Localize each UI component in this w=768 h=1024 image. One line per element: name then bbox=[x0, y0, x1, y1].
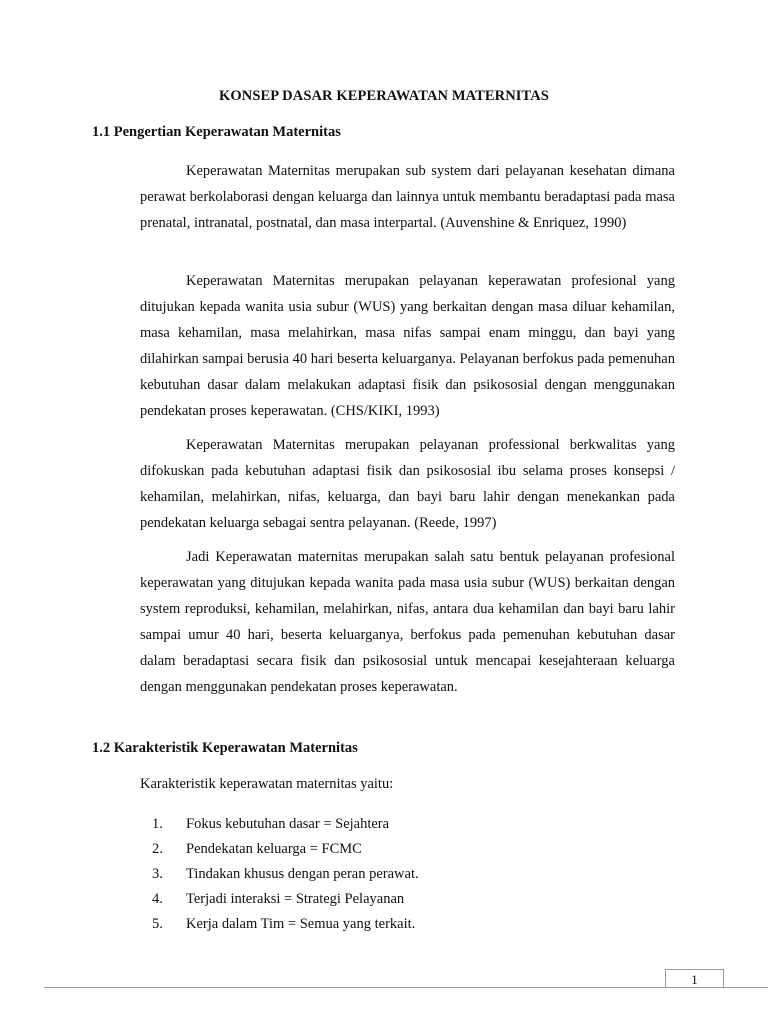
list-item bbox=[140, 912, 419, 937]
list-item-number: 3. bbox=[152, 866, 163, 882]
list-intro: Karakteristik keperawatan maternitas yaitu: bbox=[140, 776, 394, 792]
page-title: KONSEP DASAR KEPERAWATAN MATERNITAS bbox=[219, 88, 549, 104]
paragraph-2: Keperawatan Maternitas merupakan pelayanan keperawatan profesional yang ditujukan kepada wanita usia subur (WUS) yang berkaitan dengan masa diluar kehamilan, masa kehamilan, masa melahirkan, masa nifas sampai enam minggu, dan bayi yang dilahirkan sampai berusia 40 hari beserta keluarganya. Pelayanan berfokus pada pemenuhan kebutuhan dasar dalam melakukan adaptasi fisik dan psikososial dengan menggunakan pendekatan proses keperawatan. (CHS/KIKI, 1993) bbox=[140, 273, 675, 419]
list-item-number: 4. bbox=[152, 891, 163, 907]
paragraph-1: Keperawatan Maternitas merupakan sub system dari pelayanan kesehatan dimana perawat berkolaborasi dengan keluarga dan lainnya untuk membantu beradaptasi pada masa prenatal, intranatal, postnatal, dan masa interpartal. (Auvenshine & Enriquez, 1990) bbox=[140, 163, 675, 231]
characteristics-list bbox=[140, 812, 419, 937]
list-item bbox=[140, 812, 419, 837]
page-number: 1 bbox=[665, 969, 724, 987]
list-item bbox=[140, 837, 419, 862]
paragraph-3: Keperawatan Maternitas merupakan pelayanan professional berkwalitas yang difokuskan pada kebutuhan adaptasi fisik dan psikososial ibu selama proses konsepsi / kehamilan, melahirkan, nifas, keluarga, dan bayi baru lahir dengan menekankan pada pendekatan keluarga sebagai sentra pelayanan. (Reede, 1997) bbox=[140, 437, 675, 531]
section-heading-pengertian: 1.1 Pengertian Keperawatan Maternitas bbox=[92, 124, 341, 140]
list-item-text: Tindakan khusus dengan peran perawat. bbox=[186, 866, 419, 882]
section-heading-karakteristik: 1.2 Karakteristik Keperawatan Maternitas bbox=[92, 740, 358, 756]
list-item-text: Fokus kebutuhan dasar = Sejahtera bbox=[186, 816, 390, 832]
list-item bbox=[140, 862, 419, 887]
paragraph-4: Jadi Keperawatan maternitas merupakan salah satu bentuk pelayanan profesional keperawatan yang ditujukan kepada wanita pada masa usia subur (WUS) berkaitan dengan system reproduksi, kehamilan, melahirkan, nifas, antara dua kehamilan dan bayi baru lahir sampai umur 40 hari, beserta keluarganya, berfokus pada pemenuhan kebutuhan dasar dalam beradaptasi secara fisik dan psikososial untuk mencapai kesejahteraan keluarga dengan menggunakan pendekatan proses keperawatan. bbox=[140, 549, 675, 695]
list-item-number: 5. bbox=[152, 916, 163, 932]
list-item-text: Pendekatan keluarga = FCMC bbox=[186, 841, 362, 857]
list-item-number: 2. bbox=[152, 841, 163, 857]
list-item-text: Kerja dalam Tim = Semua yang terkait. bbox=[186, 916, 416, 932]
list-item-text: Terjadi interaksi = Strategi Pelayanan bbox=[186, 891, 405, 907]
footer-rule bbox=[44, 987, 768, 988]
list-item bbox=[140, 887, 419, 912]
list-item-number: 1. bbox=[152, 816, 163, 832]
